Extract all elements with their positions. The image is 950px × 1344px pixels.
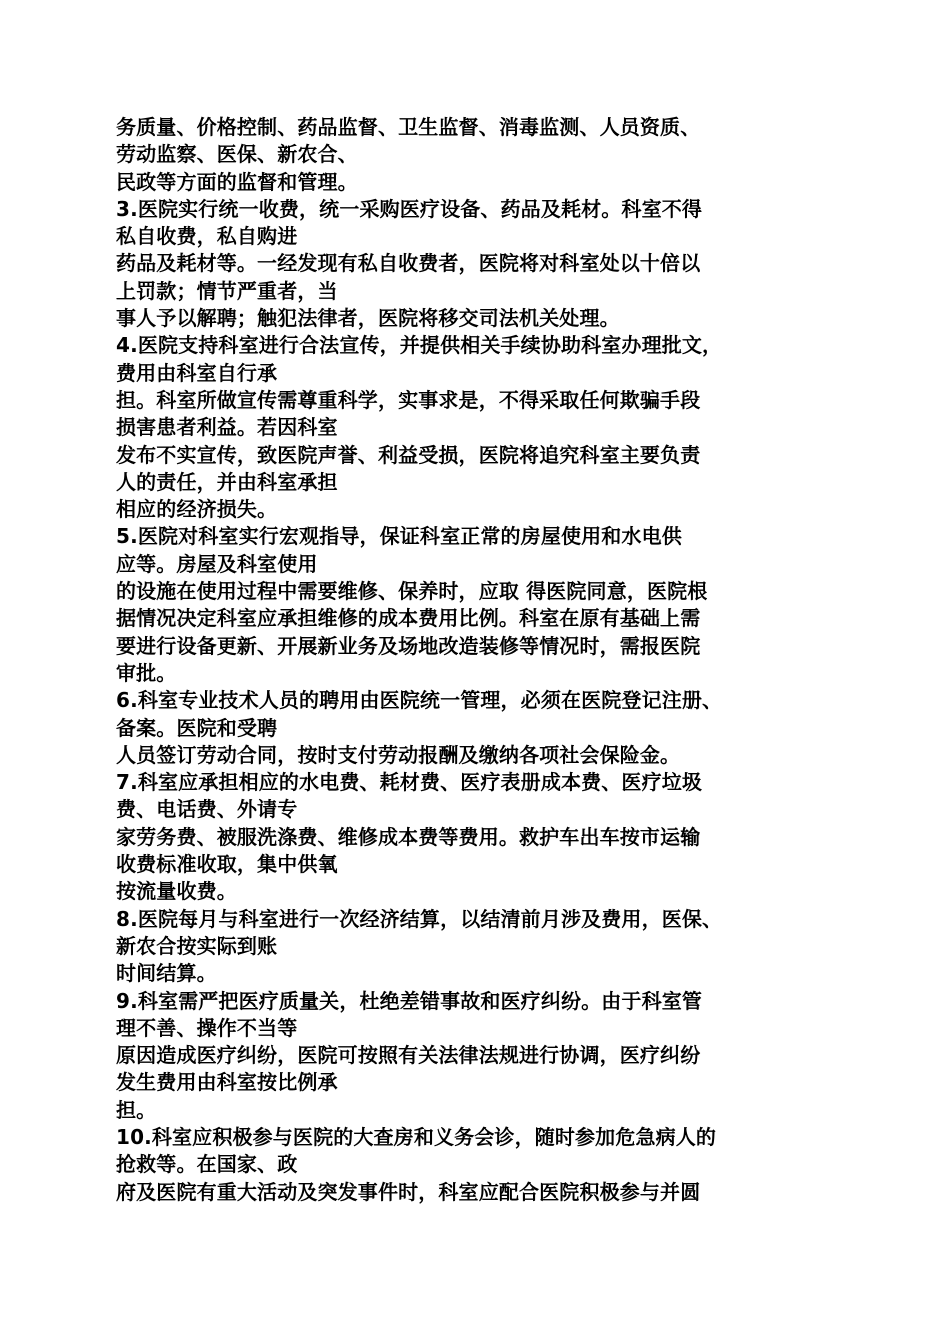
text-line: 担。	[116, 1097, 157, 1122]
text-line: 5.医院对科室实行宏观指导，保证科室正常的房屋使用和水电供	[116, 524, 682, 549]
text-line: 费、电话费、外请专	[116, 797, 298, 822]
document-body	[116, 114, 836, 1206]
text-line: 审批。	[116, 660, 177, 685]
text-line: 事人予以解聘；触犯法律者，医院将移交司法机关处理。	[116, 306, 620, 331]
text-line: 担。科室所做宣传需尊重科学，实事求是，不得采取任何欺骗手段	[116, 387, 701, 412]
text-line: 按流量收费。	[116, 879, 237, 904]
text-line: 药品及耗材等。一经发现有私自收费者，医院将对科室处以十倍以	[116, 251, 701, 276]
text-line: 时间结算。	[116, 961, 217, 986]
text-line: 收费标准收取，集中供氧	[116, 852, 338, 877]
text-line: 人员签订劳动合同，按时支付劳动报酬及缴纳各项社会保险金。	[116, 742, 681, 767]
text-line: 损害患者利益。若因科室	[116, 415, 338, 440]
text-line: 的设施在使用过程中需要维修、保养时，应取 得医院同意，医院根	[116, 579, 708, 604]
text-line: 发生费用由科室按比例承	[116, 1070, 338, 1095]
text-line: 备案。医院和受聘	[116, 715, 278, 740]
text-line: 7.科室应承担相应的水电费、耗材费、医疗表册成本费、医疗垃圾	[116, 770, 703, 795]
text-line: 家劳务费、被服洗涤费、维修成本费等费用。救护车出车按市运输	[116, 824, 701, 849]
text-line: 6.科室专业技术人员的聘用由医院统一管理，必须在医院登记注册、	[116, 688, 723, 713]
text-line: 府及医院有重大活动及突发事件时，科室应配合医院积极参与并圆	[116, 1179, 701, 1204]
text-line: 民政等方面的监督和管理。	[116, 169, 358, 194]
text-line: 8.医院每月与科室进行一次经济结算，以结清前月涉及费用，医保、	[116, 906, 723, 931]
text-line: 劳动监察、医保、新农合、	[116, 142, 358, 167]
text-line: 4.医院支持科室进行合法宣传，并提供相关手续协助科室办理批文，	[116, 333, 723, 358]
text-line: 务质量、价格控制、药品监督、卫生监督、消毒监测、人员资质、	[116, 115, 701, 139]
text-line: 据情况决定科室应承担维修的成本费用比例。科室在原有基础上需	[116, 606, 701, 631]
text-line: 私自收费，私自购进	[116, 224, 298, 249]
text-line: 人的责任，并由科室承担	[116, 469, 338, 494]
text-line: 上罚款；情节严重者，当	[116, 278, 338, 303]
text-line: 3.医院实行统一收费，统一采购医疗设备、药品及耗材。科室不得	[116, 196, 703, 221]
text-line: 抢救等。在国家、政	[116, 1152, 298, 1177]
text-line: 理不善、操作不当等	[116, 1015, 298, 1040]
text-line: 应等。房屋及科室使用	[116, 551, 318, 576]
text-line: 发布不实宣传，致医院声誉、利益受损，医院将追究科室主要负责	[116, 442, 701, 467]
text-line: 相应的经济损失。	[116, 497, 278, 522]
text-line: 费用由科室自行承	[116, 360, 278, 385]
text-line: 10.科室应积极参与医院的大查房和义务会诊，随时参加危急病人的	[116, 1124, 717, 1149]
text-line: 新农合按实际到账	[116, 933, 278, 958]
text-line: 原因造成医疗纠纷，医院可按照有关法律法规进行协调，医疗纠纷	[116, 1043, 701, 1068]
text-line: 要进行设备更新、开展新业务及场地改造装修等情况时，需报医院	[116, 633, 701, 658]
text-line: 9.科室需严把医疗质量关，杜绝差错事故和医疗纠纷。由于科室管	[116, 988, 703, 1013]
